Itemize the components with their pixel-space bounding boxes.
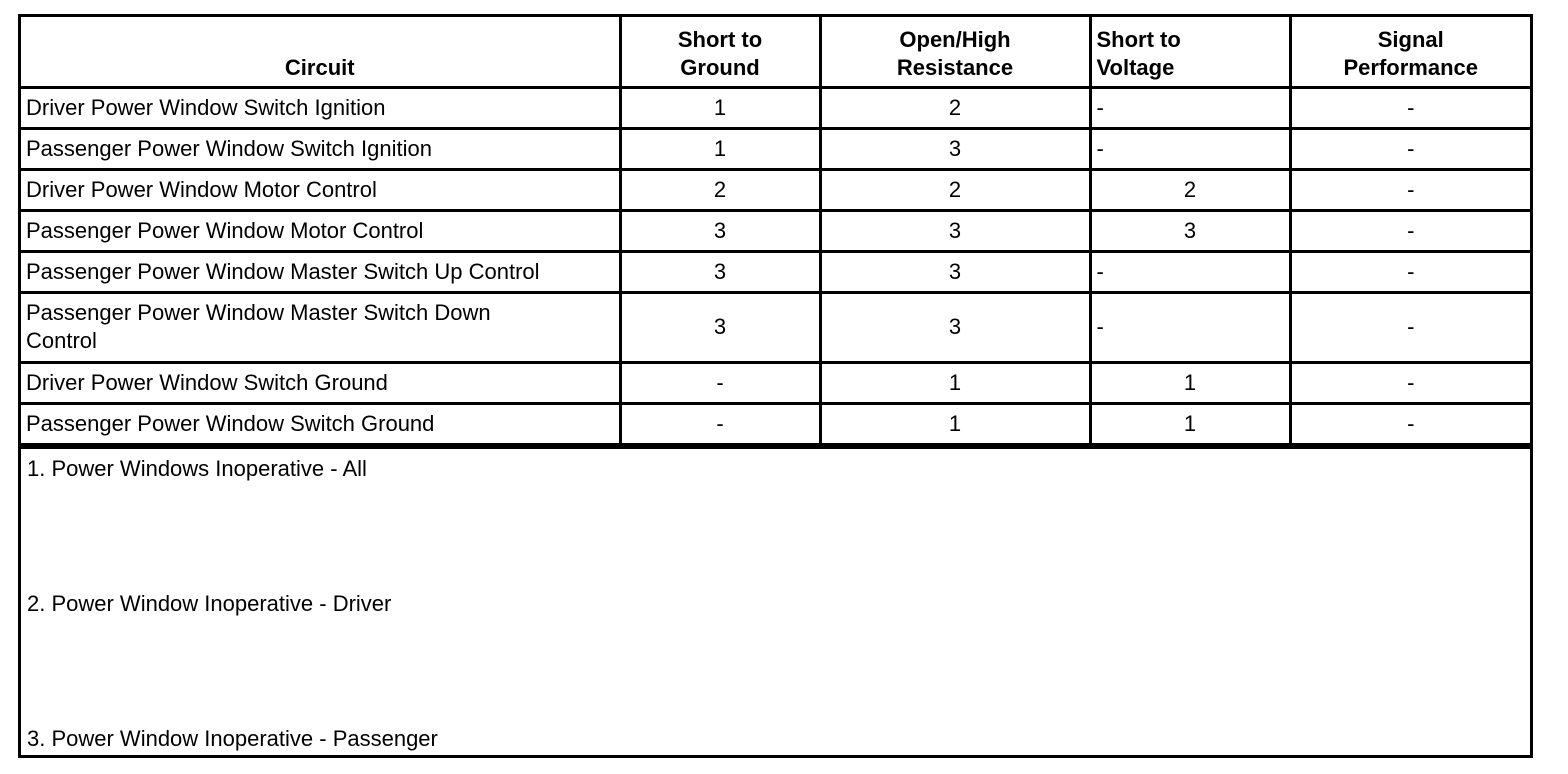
circuit-cell: Passenger Power Window Switch Ignition — [21, 128, 620, 169]
table-row — [21, 362, 1530, 403]
signal-performance-cell: - — [1290, 210, 1530, 251]
legend-item: 2. Power Window Inoperative - Driver — [27, 590, 392, 616]
short-to-voltage-cell: - — [1090, 251, 1290, 292]
short-to-ground-cell: 3 — [620, 292, 820, 362]
circuit-cell: Passenger Power Window Master Switch Down Control — [21, 292, 620, 362]
open-high-resistance-cell: 2 — [820, 87, 1090, 128]
header-open-high-resistance: Open/High Resistance — [820, 17, 1090, 87]
open-high-resistance-cell: 1 — [820, 403, 1090, 444]
signal-performance-cell: - — [1290, 128, 1530, 169]
open-high-resistance-cell: 2 — [820, 169, 1090, 210]
circuit-cell: Passenger Power Window Master Switch Up Control — [21, 251, 620, 292]
short-to-ground-cell: 3 — [620, 210, 820, 251]
short-to-voltage-cell: 3 — [1090, 210, 1290, 251]
signal-performance-cell: - — [1290, 403, 1530, 444]
short-to-voltage-cell: 1 — [1090, 362, 1290, 403]
circuit-cell: Passenger Power Window Motor Control — [21, 210, 620, 251]
table-row — [21, 128, 1530, 169]
open-high-resistance-cell: 3 — [820, 128, 1090, 169]
circuit-fault-table-document — [18, 14, 1533, 758]
signal-performance-cell: - — [1290, 251, 1530, 292]
short-to-voltage-cell: - — [1090, 87, 1290, 128]
circuit-fault-table — [21, 17, 1530, 446]
signal-performance-cell: - — [1290, 292, 1530, 362]
table-header-row — [21, 17, 1530, 87]
short-to-ground-cell: - — [620, 362, 820, 403]
table-row — [21, 169, 1530, 210]
open-high-resistance-cell: 3 — [820, 251, 1090, 292]
short-to-ground-cell: 1 — [620, 128, 820, 169]
short-to-ground-cell: - — [620, 403, 820, 444]
legend-item: 1. Power Windows Inoperative - All — [27, 455, 367, 481]
circuit-cell: Driver Power Window Motor Control — [21, 169, 620, 210]
legend-item: 3. Power Window Inoperative - Passenger — [27, 725, 438, 751]
open-high-resistance-cell: 1 — [820, 362, 1090, 403]
signal-performance-cell: - — [1290, 362, 1530, 403]
circuit-cell: Driver Power Window Switch Ignition — [21, 87, 620, 128]
header-short-to-ground: Short to Ground — [620, 17, 820, 87]
short-to-voltage-cell: 1 — [1090, 403, 1290, 444]
table-row — [21, 210, 1530, 251]
circuit-cell: Passenger Power Window Switch Ground — [21, 403, 620, 444]
open-high-resistance-cell: 3 — [820, 292, 1090, 362]
header-signal-performance: Signal Performance — [1290, 17, 1530, 87]
short-to-ground-cell: 2 — [620, 169, 820, 210]
table-row — [21, 292, 1530, 362]
short-to-voltage-cell: - — [1090, 292, 1290, 362]
short-to-voltage-cell: - — [1090, 128, 1290, 169]
table-row — [21, 87, 1530, 128]
short-to-ground-cell: 1 — [620, 87, 820, 128]
header-circuit: Circuit — [21, 17, 620, 87]
open-high-resistance-cell: 3 — [820, 210, 1090, 251]
table-row — [21, 403, 1530, 444]
circuit-cell: Driver Power Window Switch Ground — [21, 362, 620, 403]
header-short-to-voltage: Short to Voltage — [1090, 17, 1290, 87]
table-row — [21, 251, 1530, 292]
signal-performance-cell: - — [1290, 169, 1530, 210]
short-to-ground-cell: 3 — [620, 251, 820, 292]
signal-performance-cell: - — [1290, 87, 1530, 128]
short-to-voltage-cell: 2 — [1090, 169, 1290, 210]
symptom-legend — [21, 446, 1530, 756]
